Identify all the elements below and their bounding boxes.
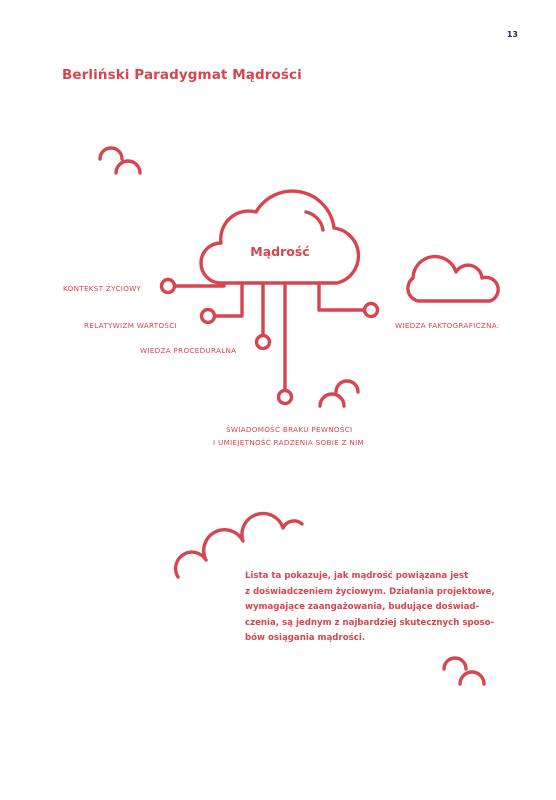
decorative-arc-icon: [100, 148, 140, 173]
label-uncertainty-line1: ŚWIADOMOŚĆ BRAKU PEWNOŚCI: [226, 425, 353, 434]
label-factual: WIEDZA FAKTOGRAFICZNA:: [395, 321, 500, 330]
paragraph-line: z doświadczeniem życiowym. Działania projektowe,: [245, 586, 495, 597]
diagram-center-label: Mądrość: [250, 244, 310, 259]
circuit-node-icon: [162, 280, 378, 404]
label-uncertainty-line2: I UMIEJĘTNOŚĆ RADZENIA SOBIE Z NIM: [213, 438, 364, 447]
cloud-icon: [176, 513, 302, 577]
label-procedural: WIEDZA PROCEDURALNA: [140, 346, 237, 355]
page-title: Berliński Paradygmat Mądrości: [62, 67, 302, 83]
label-context: KONTEKST ŻYCIOWY: [63, 284, 142, 293]
paragraph-line: wymagające zaangażowania, budujące doświad-: [245, 602, 480, 612]
cloud-icon: [408, 257, 498, 301]
summary-paragraph: [245, 569, 525, 647]
decorative-arc-icon: [320, 381, 358, 406]
decorative-arc-icon: [444, 658, 484, 684]
label-relativism: RELATYWIZM WARTOŚCI: [84, 321, 178, 330]
paragraph-line: bów osiągania mądrości.: [245, 633, 366, 643]
paragraph-line: Lista ta pokazuje, jak mądrość powiązana jest: [245, 571, 469, 581]
page-number: 13: [506, 30, 518, 39]
cloud-icon: [201, 191, 358, 283]
paragraph-line: czenia, są jednym z najbardziej skutecznych sposo-: [245, 617, 495, 628]
